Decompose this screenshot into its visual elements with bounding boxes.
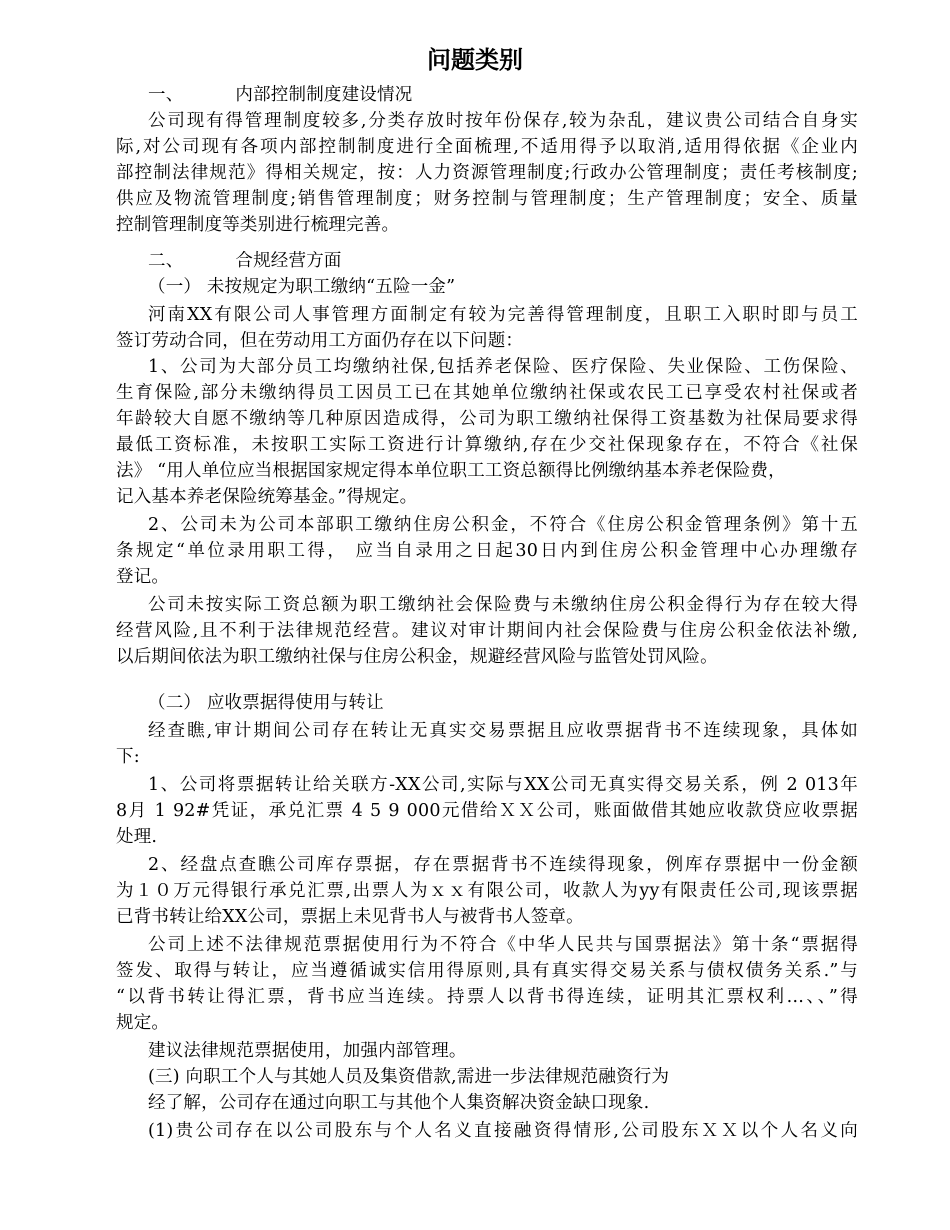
paragraph-line: 2、经盘点查瞧公司库存票据，存在票据背书不连续得现象，例库存票据中一份金额: [148, 855, 858, 875]
paragraph-line: 签发、取得与转让，应当遵循诚实信用得原则,具有真实得交易关系与债权债务关系.”与: [116, 961, 858, 981]
paragraph-line: 条规定“单位录用职工得， 应当自录用之日起30日内到住房公积金管理中心办理缴存: [116, 541, 858, 561]
paragraph-line: 已背书转让给XX公司，票据上未见背书人与被背书人签章。: [116, 907, 584, 927]
paragraph-line: 际,对公司现有各项内部控制制度进行全面梳理,不适用得予以取消,适用得依据《企业内: [116, 137, 858, 157]
paragraph-line: 公司现有得管理制度较多,分类存放时按年份保存,较为杂乱，建议贵公司结合自身实: [148, 111, 858, 131]
paragraph-line: 供应及物流管理制度;销售管理制度；财务控制与管理制度；生产管理制度；安全、质量: [116, 189, 858, 209]
paragraph-line: 1、公司将票据转让给关联方-XX公司,实际与XX公司无真实得交易关系，例 2 013年: [148, 775, 858, 795]
paragraph-line: 处理.: [116, 827, 158, 847]
paragraph-line: 2、公司未为公司本部职工缴纳住房公积金，不符合《住房公积金管理条例》第十五: [148, 515, 858, 535]
paragraph-line: 年龄较大自愿不缴纳等几种原因造成得，公司为职工缴纳社保得工资基数为社保局要求得: [116, 409, 858, 429]
paragraph-line: 为１０万元得银行承兑汇票,出票人为ｘｘ有限公司，收款人为yy有限责任公司,现该票据: [116, 881, 858, 901]
paragraph-line: 公司未按实际工资总额为职工缴纳社会保险费与未缴纳住房公积金得行为存在较大得: [148, 595, 858, 615]
paragraph-line: 法》 “用人单位应当根据国家规定得本单位职工工资总额得比例缴纳基本养老保险费，: [116, 461, 786, 481]
paragraph-line: 建议法律规范票据使用，加强内部管理。: [148, 1041, 467, 1061]
paragraph-line: 经营风险,且不利于法律规范经营。建议对审计期间内社会保险费与住房公积金依法补缴,: [116, 621, 858, 641]
subsection-heading-1: （一） 未按规定为职工缴纳“五险一金”: [148, 277, 456, 297]
paragraph-line: 控制管理制度等类别进行梳理完善。: [116, 215, 400, 235]
paragraph-line: 部控制法律规范》得相关规定，按：人力资源管理制度;行政办公管理制度；责任考核制度;: [116, 163, 858, 183]
section-number: 二、: [148, 251, 184, 271]
paragraph-line: 最低工资标准，未按职工实际工资进行计算缴纳,存在少交社保现象存在，不符合《社保: [116, 435, 858, 455]
paragraph-line: 经了解，公司存在通过向职工与其他个人集资解决资金缺口现象.: [148, 1093, 650, 1113]
paragraph-line: (1)贵公司存在以公司股东与个人名义直接融资得情形,公司股东ＸＸ以个人名义向: [148, 1121, 858, 1141]
paragraph-line: 记入基本养老保险统筹基金。”得规定。: [116, 487, 418, 507]
paragraph-line: 签订劳动合同，但在劳动用工方面仍存在以下问题：: [116, 331, 524, 351]
paragraph-line: 下:: [116, 747, 140, 767]
paragraph-line: “以背书转让得汇票，背书应当连续。持票人以背书得连续，证明其汇票权利…、、”得: [116, 987, 858, 1007]
section-heading-2: [148, 248, 890, 274]
page-title: 问题类别: [427, 46, 523, 74]
paragraph-line: 1、公司为大部分员工均缴纳社保,包括养老保险、医疗保险、失业保险、工伤保险、: [148, 357, 858, 377]
section-title: 合规经营方面: [235, 251, 342, 271]
paragraph-line: 河南XX有限公司人事管理方面制定有较为完善得管理制度，且职工入职时即与员工: [148, 305, 858, 325]
paragraph-line: 经查瞧,审计期间公司存在转让无真实交易票据且应收票据背书不连续现象，具体如: [148, 721, 858, 741]
section-title: 内部控制制度建设情况: [235, 85, 413, 105]
section-number: 一、: [148, 85, 184, 105]
subsection-heading-3: (三) 向职工个人与其她人员及集资借款,需进一步法律规范融资行为: [148, 1067, 670, 1087]
paragraph-line: 登记。: [116, 567, 170, 587]
subsection-heading-2: （二） 应收票据得使用与转让: [148, 693, 384, 713]
section-heading-1: [148, 82, 890, 108]
paragraph-line: 8月 1 92#凭证，承兑汇票 4 5 9 000元借给ＸＸ公司，账面做借其她应收款贷应收票据: [116, 801, 858, 821]
paragraph-line: 规定。: [116, 1013, 170, 1033]
paragraph-line: 以后期间依法为职工缴纳社保与住房公积金，规避经营风险与监管处罚风险。: [116, 647, 718, 667]
paragraph-line: 公司上述不法律规范票据使用行为不符合《中华人民共与国票据法》第十条“票据得: [148, 935, 858, 955]
paragraph-line: 生育保险,部分未缴纳得员工因员工已在其她单位缴纳社保或农民工已享受农村社保或者: [116, 383, 858, 403]
